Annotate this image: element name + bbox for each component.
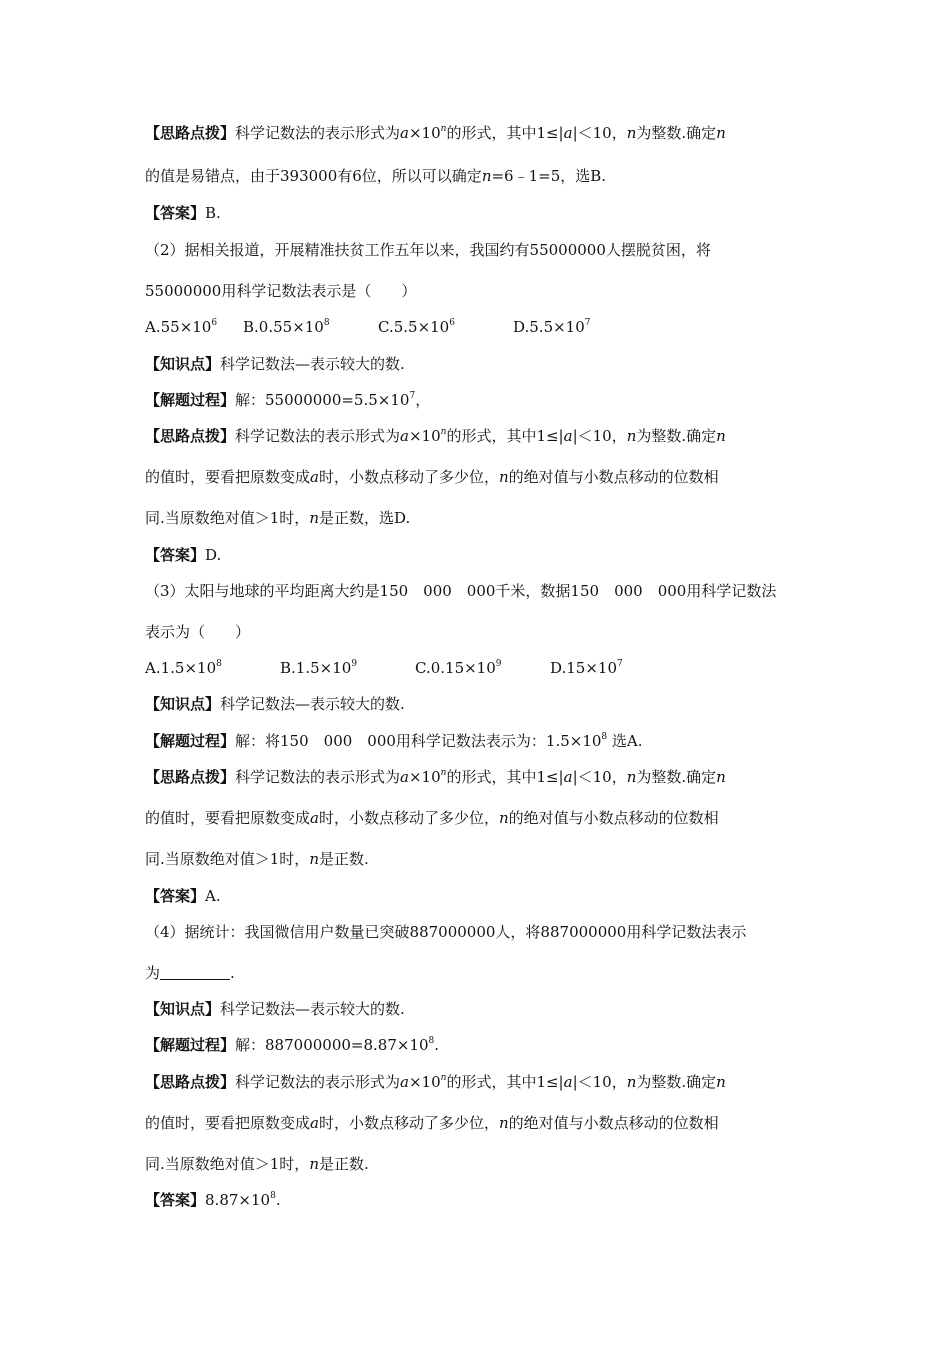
- q3-solution: 【解题过程】解：将150 000 000用科学记数法表示为：$1.5\times 10^8$ 选A.: [145, 732, 643, 750]
- q4-hint-line-3: 同.当原数绝对值＞1时，n是正数.: [145, 1155, 369, 1173]
- q4-answer: 【答案】$8.87\times 10^8$.: [145, 1191, 281, 1209]
- q4-hint-line-1: 【思路点拨】科学记数法的表示形式为$a\times 10^n$的形式，其中1≤|a|＜10，n为整数.确定n: [145, 1073, 726, 1091]
- q3-hint-line-2: 的值时，要看把原数变成a时，小数点移动了多少位，n的绝对值与小数点移动的位数相: [145, 809, 719, 827]
- q1-answer: 【答案】B.: [145, 204, 221, 222]
- q3-answer: 【答案】A.: [145, 887, 221, 905]
- q2-options: [145, 317, 591, 337]
- answer-blank: [160, 964, 230, 980]
- q3-options: [145, 658, 623, 678]
- q2-option-c: $C.5.5\times 10^6$: [378, 318, 455, 336]
- q3-stem-line-1: （3）太阳与地球的平均距离大约是150 000 000千米，数据150 000 000用科学记数法: [145, 582, 777, 600]
- hint-label: 【思路点拨】: [145, 124, 236, 142]
- q3-hint-line-3: 同.当原数绝对值＞1时，n是正数.: [145, 850, 369, 868]
- q1-hint-line-1: 【思路点拨】科学记数法的表示形式为$a\times 10^n$的形式，其中1≤|a|＜10，n为整数.确定n: [145, 124, 726, 142]
- q3-hint-line-1: 【思路点拨】科学记数法的表示形式为$a\times 10^n$的形式，其中1≤|a|＜10，n为整数.确定n: [145, 768, 726, 786]
- q2-solution: 【解题过程】解：$55000000=5.5\times 10^7$，: [145, 391, 431, 409]
- q2-hint-line-1: 【思路点拨】科学记数法的表示形式为$a\times 10^n$的形式，其中1≤|a|＜10，n为整数.确定n: [145, 427, 726, 445]
- q3-knowledge-point: 【知识点】科学记数法—表示较大的数.: [145, 695, 405, 713]
- q4-hint-line-2: 的值时，要看把原数变成a时，小数点移动了多少位，n的绝对值与小数点移动的位数相: [145, 1114, 719, 1132]
- q3-option-c: $C.0.15\times 10^9$: [415, 659, 502, 677]
- q2-knowledge-point: 【知识点】科学记数法—表示较大的数.: [145, 355, 405, 373]
- q2-option-b: $B.0.55\times 10^8$: [243, 318, 330, 336]
- q2-hint-line-2: 的值时，要看把原数变成a时，小数点移动了多少位，n的绝对值与小数点移动的位数相: [145, 468, 719, 486]
- q3-option-a: $A.1.5\times 10^8$: [145, 659, 222, 677]
- q3-option-d: $D.15\times 10^7$: [550, 659, 623, 677]
- q4-solution: 【解题过程】解：$887000000=8.87\times 10^8$.: [145, 1036, 440, 1054]
- q2-option-a: $A.55\times 10^6$: [145, 318, 218, 336]
- q4-stem-line-1: （4）据统计：我国微信用户数量已突破887000000人，将887000000用科学记数法表示: [145, 923, 747, 941]
- q2-stem-line-2: 55000000用科学记数法表示是（ ）: [145, 282, 417, 300]
- q4-knowledge-point: 【知识点】科学记数法—表示较大的数.: [145, 1000, 405, 1018]
- q3-stem-line-2: 表示为（ ）: [145, 623, 251, 641]
- q4-stem-line-2: 为 .: [145, 964, 235, 982]
- q2-option-d: $D.5.5\times 10^7$: [513, 318, 591, 336]
- q2-hint-line-3: 同.当原数绝对值＞1时，n是正数，选D.: [145, 509, 411, 527]
- q2-answer: 【答案】D.: [145, 546, 222, 564]
- q2-stem-line-1: （2）据相关报道，开展精准扶贫工作五年以来，我国约有55000000人摆脱贫困，将: [145, 241, 711, 259]
- q1-hint-line-2: 的值是易错点，由于393000有6位，所以可以确定n=6﹣1=5，选B.: [145, 167, 607, 185]
- q3-option-b: $B.1.5\times 10^9$: [280, 659, 358, 677]
